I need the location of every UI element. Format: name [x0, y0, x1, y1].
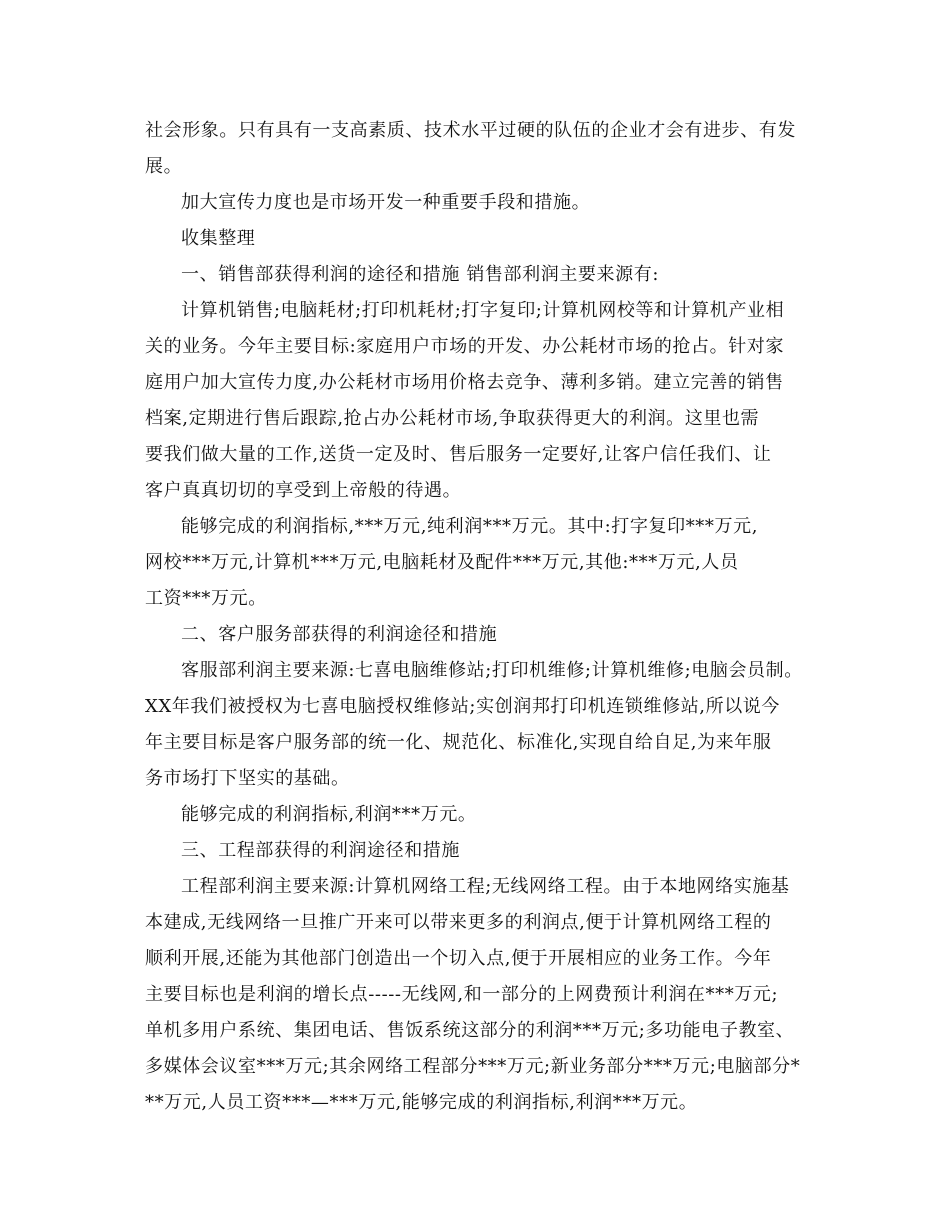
text-line: 加大宣传力度也是市场开发一种重要手段和措施。	[181, 192, 591, 213]
text-line: 客户真真切切的享受到上帝般的待遇。	[145, 480, 462, 501]
text-line: 关的业务。今年主要目标:家庭用户市场的开发、办公耗材市场的抢占。针对家	[145, 336, 785, 357]
text-line: 档案,定期进行售后跟踪,抢占办公耗材市场,争取获得更大的利润。这里也需	[145, 408, 760, 429]
text-line: 主要目标也是利润的增长点-----无线网,和一部分的上网费预计利润在***万元;	[145, 984, 779, 1005]
text-line: 年主要目标是客户服务部的统一化、规范化、标准化,实现自给自足,为来年服	[145, 732, 772, 753]
text-line: XX年我们被授权为七喜电脑授权维修站;实创润邦打印机连锁维修站,所以说今	[145, 696, 781, 717]
text-line: 顺利开展,还能为其他部门创造出一个切入点,便于开展相应的业务工作。今年	[145, 948, 772, 969]
text-line: 计算机销售;电脑耗材;打印机耗材;打字复印;计算机网校等和计算机产业相	[181, 300, 785, 321]
text-line: 多媒体会议室***万元;其余网络工程部分***万元;新业务部分***万元;电脑部分*	[145, 1056, 801, 1077]
text-line: 能够完成的利润指标,利润***万元。	[181, 804, 477, 825]
text-line: 本建成,无线网络一旦推广开来可以带来更多的利润点,便于计算机网络工程的	[145, 912, 772, 933]
section-heading-customer-service: 二、客户服务部获得的利润途径和措施	[181, 624, 498, 645]
section-heading-sales: 一、销售部获得利润的途径和措施 销售部利润主要来源有:	[181, 264, 659, 285]
text-line: 展。	[145, 156, 183, 177]
text-line: 单机多用户系统、集团电话、售饭系统这部分的利润***万元;多功能电子教室、	[145, 1020, 795, 1041]
text-line: 客服部利润主要来源:七喜电脑维修站;打印机维修;计算机维修;电脑会员制。	[181, 660, 803, 681]
text-line: 工资***万元。	[145, 588, 267, 609]
text-line: 收集整理	[181, 228, 256, 249]
text-line: 社会形象。只有具有一支高素质、技术水平过硬的队伍的企业才会有进步、有发	[145, 120, 796, 141]
text-line: 能够完成的利润指标,***万元,纯利润***万元。其中:打字复印***万元,	[181, 516, 759, 537]
text-line: **万元,人员工资***—***万元,能够完成的利润指标,利润***万元。	[145, 1092, 698, 1113]
text-line: 网校***万元,计算机***万元,电脑耗材及配件***万元,其他:***万元,人员	[145, 552, 739, 573]
text-line: 庭用户加大宣传力度,办公耗材市场用价格去竞争、薄利多销。建立完善的销售	[145, 372, 784, 393]
section-heading-engineering: 三、工程部获得的利润途径和措施	[181, 840, 460, 861]
text-line: 工程部利润主要来源:计算机网络工程;无线网络工程。由于本地网络实施基	[181, 876, 790, 897]
text-line: 务市场打下坚实的基础。	[145, 768, 350, 789]
text-line: 要我们做大量的工作,送货一定及时、售后服务一定要好,让客户信任我们、让	[145, 444, 772, 465]
